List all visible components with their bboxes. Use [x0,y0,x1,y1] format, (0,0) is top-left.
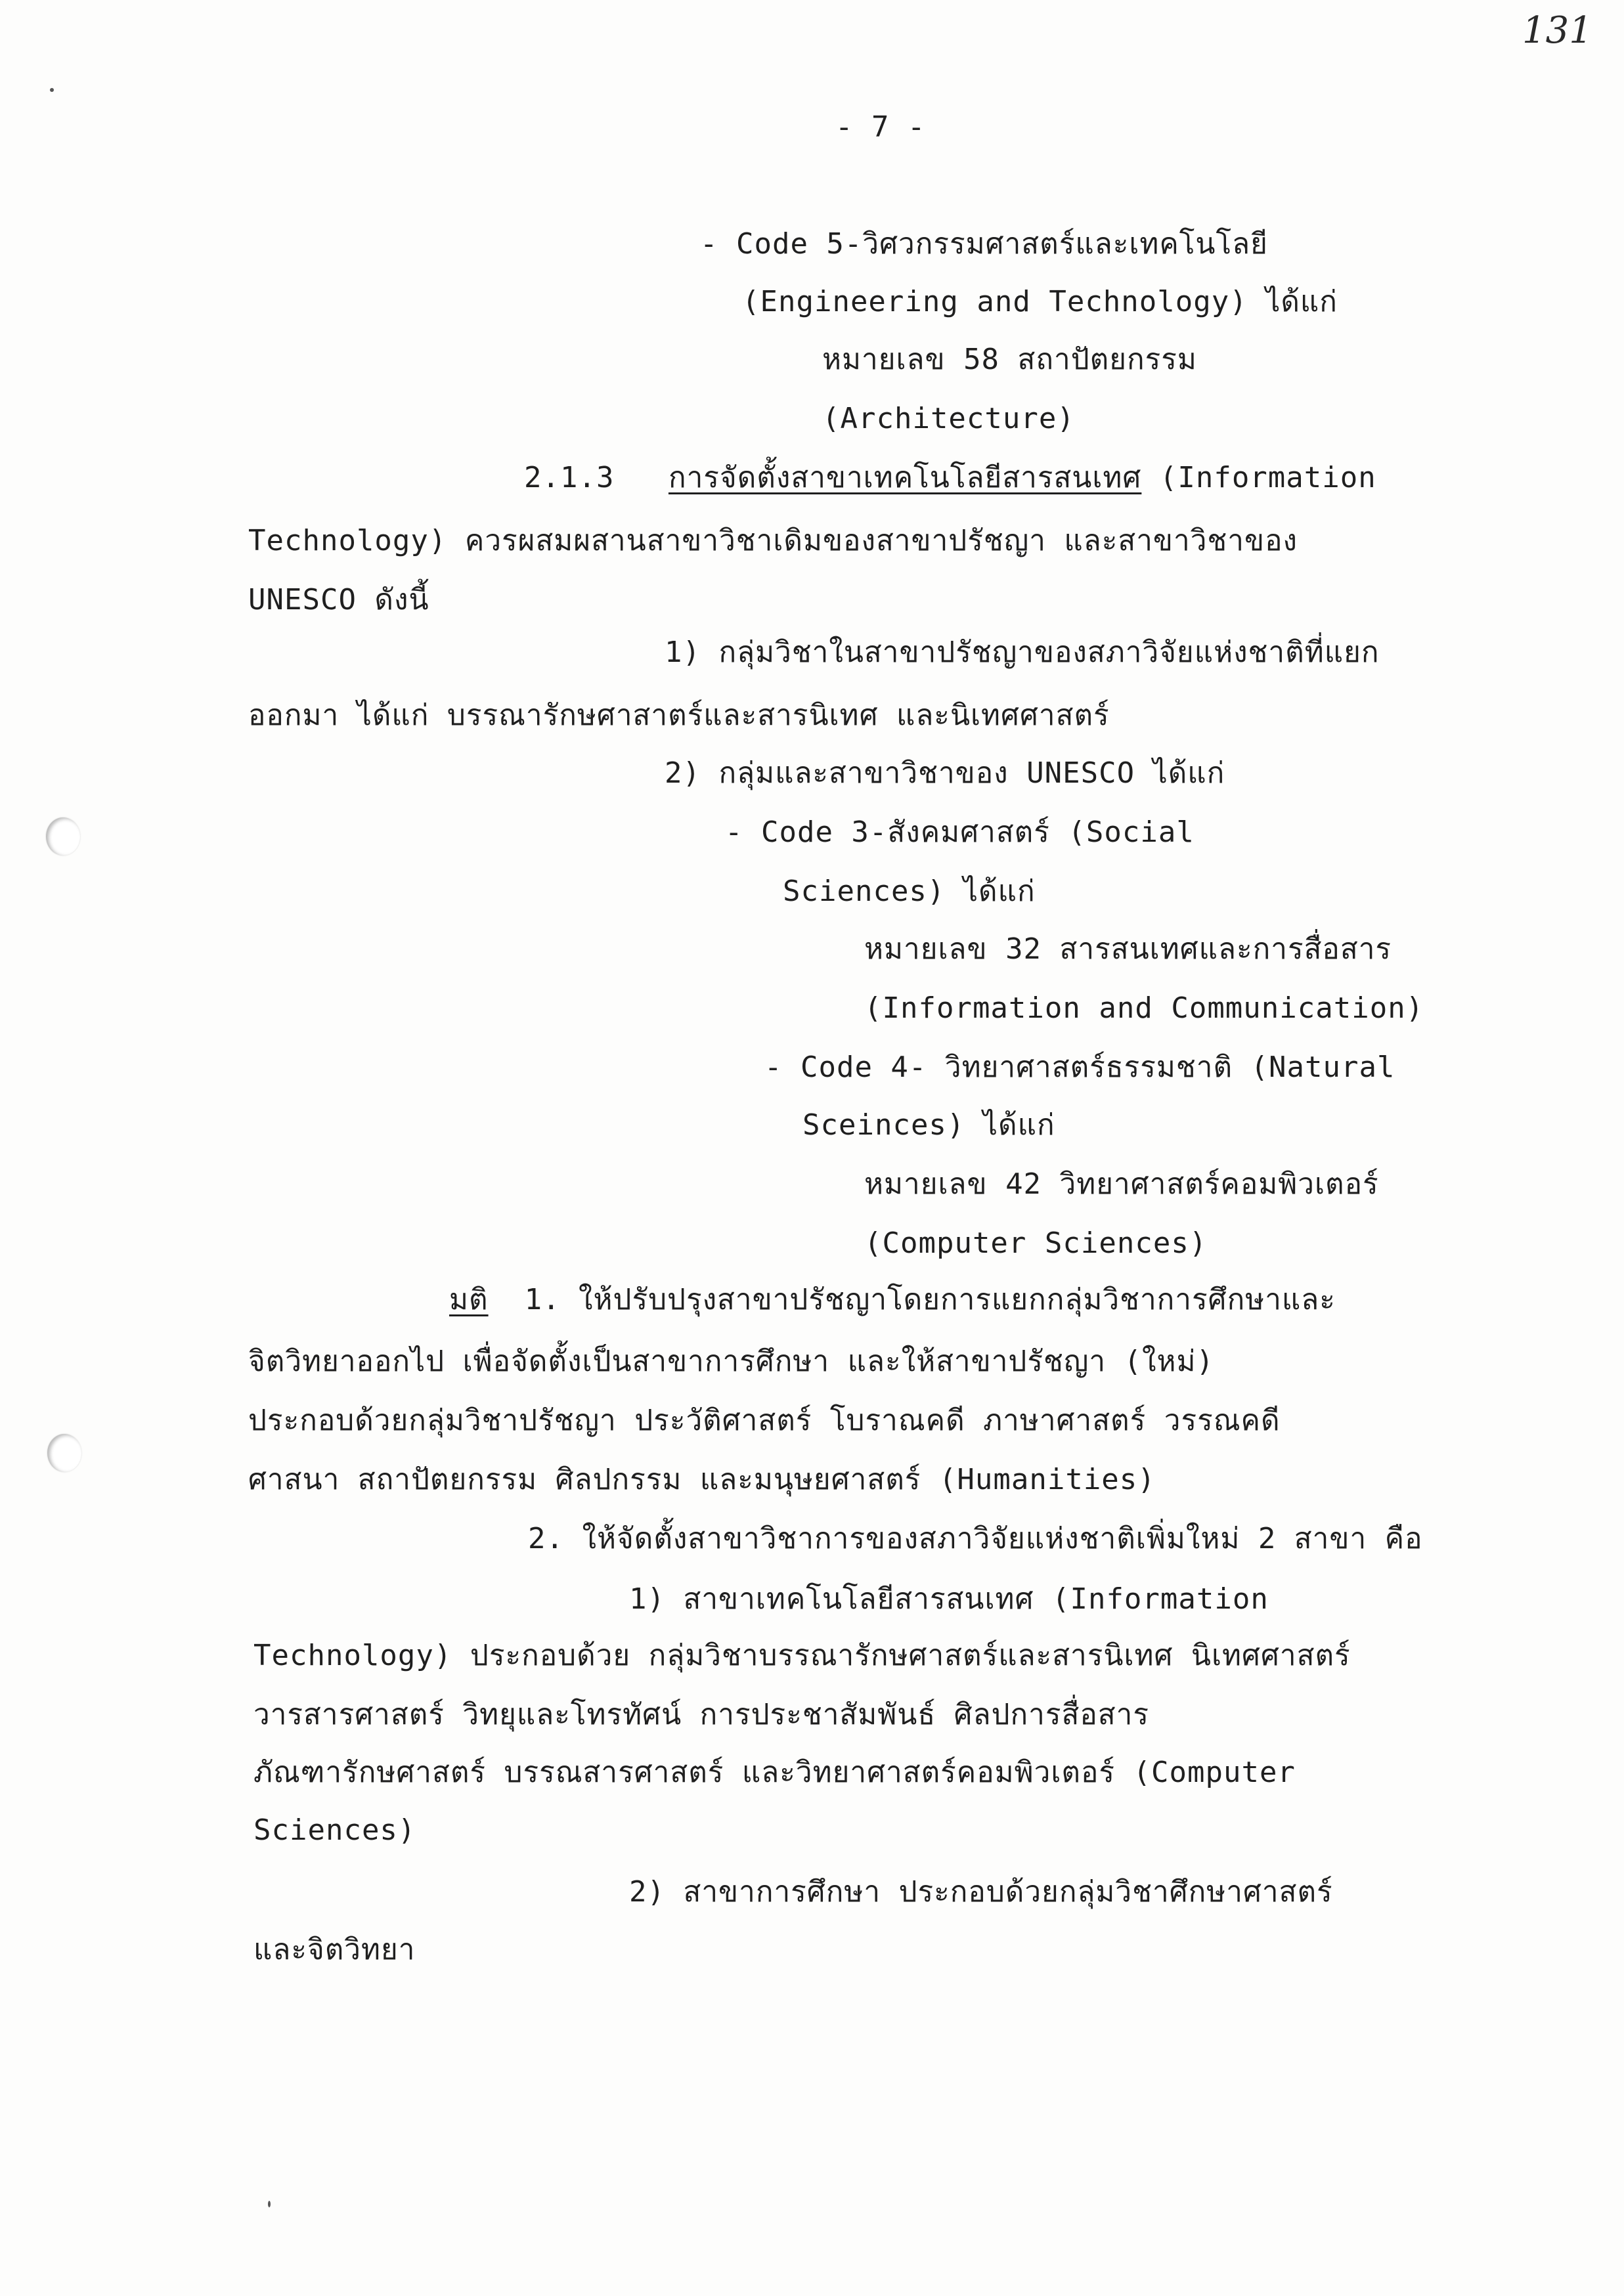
resolution-sub1-line: วารสารศาสตร์ วิทยุและโทรทัศน์ การประชาสัมพันธ์ ศิลปการสื่อสาร [253,1698,1149,1731]
resolution-text: 1. ให้ปรับปรุงสาขาปรัชญาโดยการแยกกลุ่มวิชาการศึกษาและ [524,1283,1336,1316]
item1-line: 1) กลุ่มวิชาในสาขาปรัชญาของสภาวิจัยแห่งชาติที่แยก [665,636,1380,669]
resolution-sub2-line: และจิตวิทยา [253,1933,416,1966]
code3-english-line: (Information and Communication) [864,991,1424,1025]
code5-line: - Code 5-วิศวกรรมศาสตร์และเทคโนโลยี [700,227,1268,261]
code3-line: Sciences) ได้แก่ [783,875,1036,908]
section-body-line: UNESCO ดังนี้ [248,583,429,617]
hole-punch-bottom [47,1434,81,1472]
code4-english-line: (Computer Sciences) [864,1226,1208,1260]
resolution-sub1-line: 1) สาขาเทคโนโลยีสารสนเทศ (Information [629,1582,1269,1616]
page-number: - 7 - [835,110,926,144]
item2-line: 2) กลุ่มและสาขาวิชาของ UNESCO ได้แก่ [665,756,1225,790]
paper-speck [268,2201,271,2207]
code4-line: - Code 4- วิทยาศาสตร์ธรรมชาติ (Natural [764,1051,1395,1084]
section-number: 2.1.3 [524,461,615,494]
section-heading [524,460,1376,496]
resolution-line [449,1282,1336,1318]
resolution-body-line: ประกอบด้วยกลุ่มวิชาปรัชญา ประวัติศาสตร์ โบราณคดี ภาษาศาสตร์ วรรณคดี [248,1404,1281,1437]
section-title: การจัดตั้งสาขาเทคโนโลยีสารสนเทศ [668,461,1142,494]
hole-punch-top [46,817,80,856]
code3-line: - Code 3-สังคมศาสตร์ (Social [725,815,1195,849]
code4-number-line: หมายเลข 42 วิทยาศาสตร์คอมพิวเตอร์ [864,1167,1379,1201]
resolution-label: มติ [449,1283,489,1316]
handwritten-page-number: 131 [1522,9,1592,52]
code5-english-line: (Engineering and Technology) ได้แก่ [742,285,1338,318]
resolution-body-line: จิตวิทยาออกไป เพื่อจัดตั้งเป็นสาขาการศึกษา และให้สาขาปรัชญา (ใหม่) [248,1345,1215,1378]
paper-speck [50,88,54,92]
item1-line: ออกมา ได้แก่ บรรณารักษศาสาตร์และสารนิเทศ และนิเทศศาสตร์ [248,699,1110,732]
code5-architecture-line: (Architecture) [822,402,1075,435]
resolution-sub1-line: Sciences) [253,1813,416,1847]
resolution-body-line: ศาสนา สถาปัตยกรรม ศิลปกรรม และมนุษยศาสตร์ (Humanities) [248,1463,1156,1496]
resolution-sub2-line: 2) สาขาการศึกษา ประกอบด้วยกลุ่มวิชาศึกษาศาสตร์ [629,1875,1333,1909]
section-body-line: Technology) ควรผสมผสานสาขาวิชาเดิมของสาขาปรัชญา และสาขาวิชาของ [248,524,1298,557]
section-title-english: (Information [1159,461,1376,494]
resolution-item2-line: 2. ให้จัดตั้งสาขาวิชาการของสภาวิจัยแห่งชาติเพิ่มใหม่ 2 สาขา คือ [528,1522,1423,1555]
code4-line: Sceinces) ได้แก่ [802,1108,1055,1142]
resolution-sub1-line: Technology) ประกอบด้วย กลุ่มวิชาบรรณารักษศาสตร์และสารนิเทศ นิเทศศาสตร์ [253,1639,1351,1672]
resolution-sub1-line: ภัณฑารักษศาสตร์ บรรณสารศาสตร์ และวิทยาศาสตร์คอมพิวเตอร์ (Computer [253,1756,1296,1789]
code3-number-line: หมายเลข 32 สารสนเทศและการสื่อสาร [864,932,1392,966]
code5-number-line: หมายเลข 58 สถาปัตยกรรม [822,343,1197,376]
